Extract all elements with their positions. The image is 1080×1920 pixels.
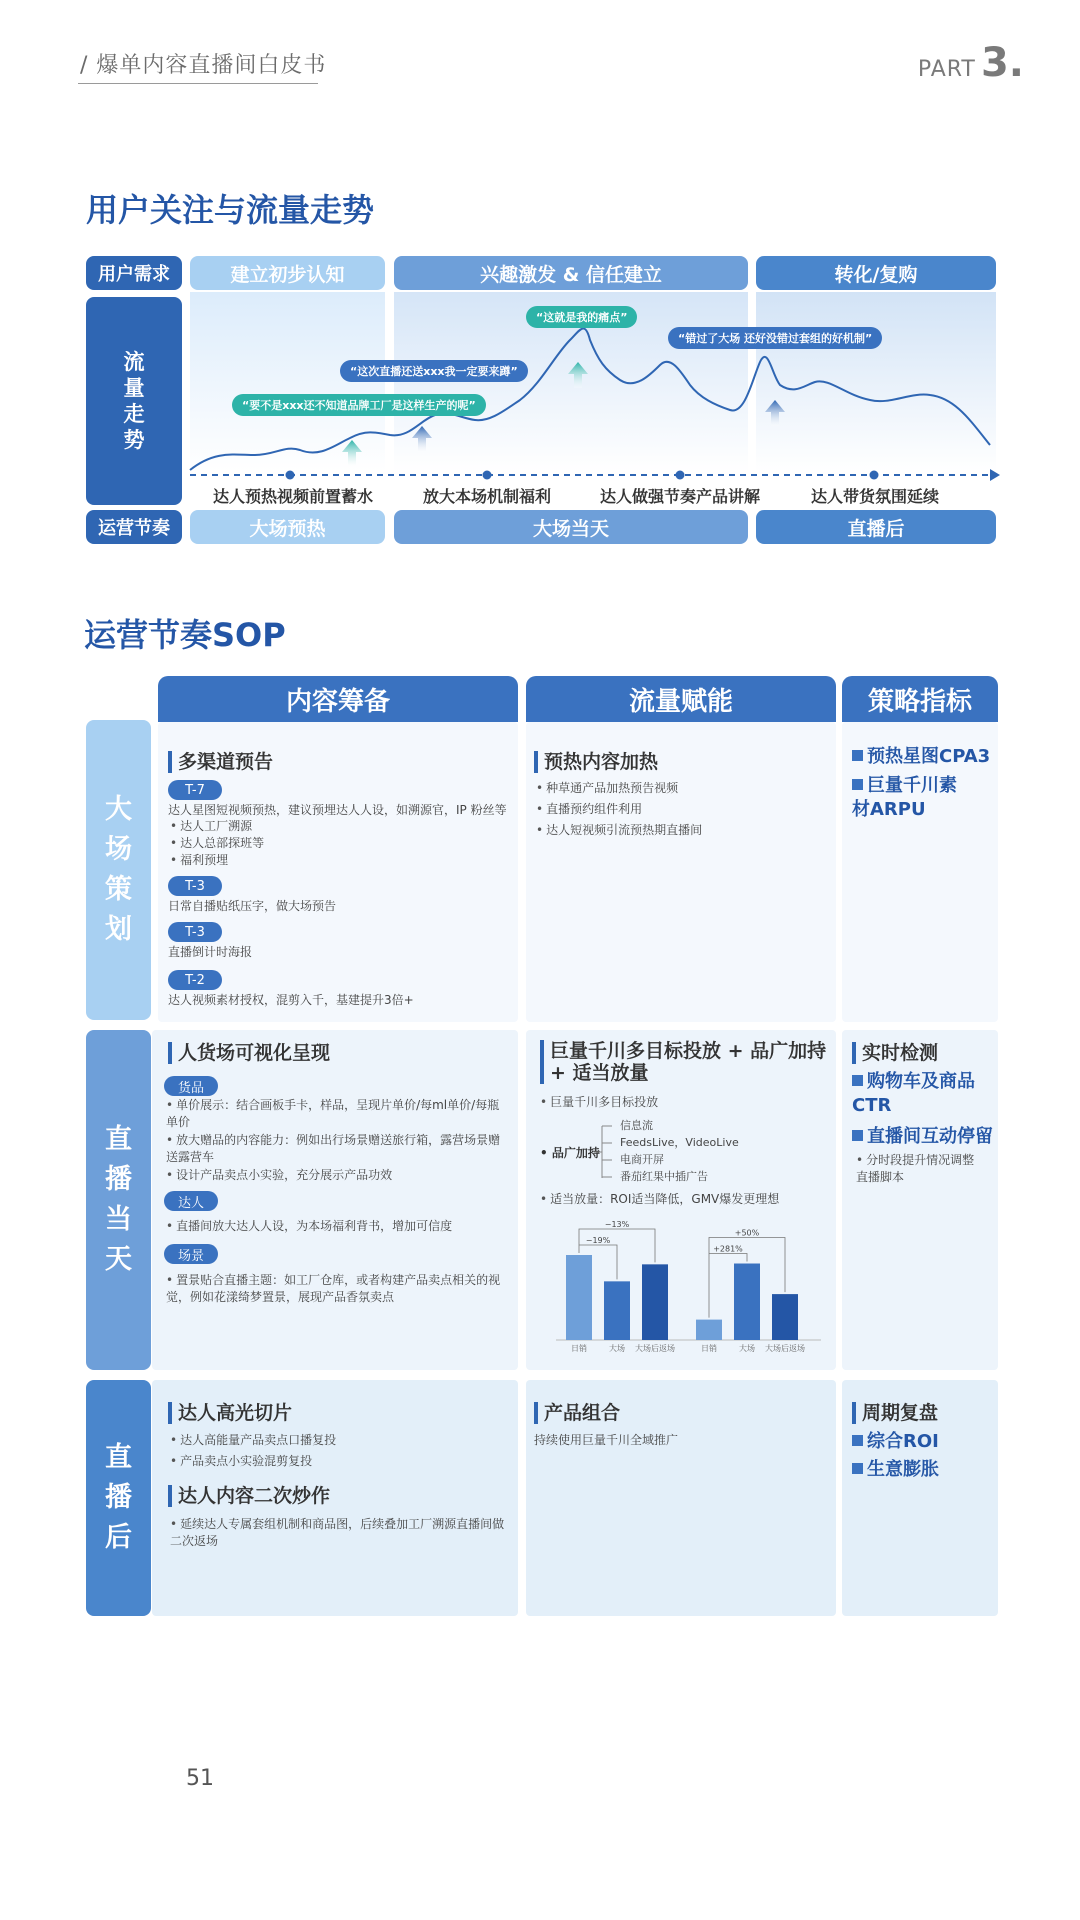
t7-bullet: • 福利预埋: [170, 852, 228, 869]
r2-metric-sub: • 分时段提升情况调整直播脚本: [856, 1152, 986, 1186]
chart-annotation: −19%: [585, 1236, 611, 1245]
r3-content-bullet: • 延续达人专属套组机制和商品图，后续叠加工厂溯源直播间做二次返场: [170, 1516, 510, 1550]
section-title-sop: 运营节奏SOP: [84, 616, 286, 654]
brand-item: 番茄红果中插广告: [620, 1170, 708, 1183]
brand-label: • 品广加持: [540, 1146, 600, 1160]
timeline-dot-2: [483, 471, 492, 480]
phase-interest-trust: 兴趣激发 & 信任建立: [394, 256, 748, 290]
part-word: PART: [917, 57, 976, 82]
col-head-content: 内容筹备: [158, 676, 518, 722]
brand-item: 电商开屏: [620, 1153, 664, 1166]
timeline-label-4: 达人带货氛围延续: [810, 487, 939, 506]
r3-content-title-2: 达人内容二次炒作: [168, 1485, 330, 1507]
rhythm-post-live: 直播后: [756, 510, 996, 544]
r3-traffic-text: 持续使用巨量千川全域推广: [534, 1433, 679, 1447]
chart-annotation: +281%: [713, 1244, 743, 1254]
timeline-label-1: 达人预热视频前置蓄水: [212, 487, 373, 506]
chart-bar: [772, 1294, 798, 1340]
r2-traffic-bullet: • 适当放量：ROI适当降低，GMV爆发更理想: [540, 1191, 779, 1208]
timeline-dot-4: [870, 471, 879, 480]
brand-item: 信息流: [620, 1119, 653, 1132]
scene-bullet: • 置景贴合直播主题：如工厂仓库，或者构建产品卖点相关的视觉，例如花漾绮梦置景，展现产品香氛卖点: [166, 1272, 506, 1306]
chart-tick-label: 大场后返场: [765, 1344, 805, 1353]
chart-tick-label: 大场: [739, 1344, 755, 1353]
r1-traffic-title: 预热内容加热: [534, 751, 658, 773]
timeline-arrowhead: [990, 469, 1000, 481]
row-label-rhythm: 运营节奏: [86, 510, 182, 544]
timeline-label-2: 放大本场机制福利: [422, 487, 551, 506]
tag-t3: T-3: [168, 922, 222, 942]
goods-bullet: • 设计产品卖点小实验，充分展示产品功效: [166, 1167, 506, 1184]
row-label-event-day: 直播当天: [86, 1030, 151, 1370]
chart-tick-label: 日销: [701, 1344, 717, 1353]
chart-bar: [734, 1264, 760, 1341]
bar-chart: [556, 1220, 826, 1360]
t3-text: 日常自播贴纸压字，做大场预告: [168, 899, 337, 913]
rhythm-event-day: 大场当天: [394, 510, 748, 544]
chart-tick-label: 大场后返场: [635, 1344, 675, 1353]
col-head-traffic: 流量赋能: [526, 676, 836, 722]
t7-text: 达人星图短视频预热，建议预埋达人人设，如溯源官，IP 粉丝等: [168, 803, 507, 817]
square-bullet-icon: [852, 1075, 863, 1086]
phase-awareness: 建立初步认知: [190, 256, 385, 290]
up-arrow-icon: [342, 440, 362, 466]
r2-traffic-title: 巨量千川多目标投放 + 品广加持 + 适当放量: [540, 1040, 835, 1084]
quote-bubble-2: “这次直播还送xxx我一定要来蹲”: [340, 360, 528, 382]
people-bullet: • 直播间放大达人人设，为本场福利背书，增加可信度: [166, 1218, 506, 1235]
r1-traffic-bullet: • 达人短视频引流预热期直播间: [536, 822, 702, 839]
r2-metric: 直播间互动停留: [852, 1125, 998, 1149]
chart-tick-label: 日销: [571, 1344, 587, 1353]
goods-bullet: • 放大赠品的内容能力：例如出行场景赠送旅行箱，露营场景赠送露营车: [166, 1132, 506, 1166]
quote-bubble-1: “要不是xxx还不知道品牌工厂是这样生产的呢”: [232, 394, 486, 416]
row-label-pre-event: 大场策划: [86, 720, 151, 1020]
chart-bar: [604, 1281, 630, 1340]
chart-bracket: [709, 1254, 747, 1262]
rhythm-pre-event: 大场预热: [190, 510, 385, 544]
tag-t7: T-7: [168, 780, 222, 800]
row-label-user-need: 用户需求: [86, 256, 182, 290]
tag-people: 达人: [164, 1191, 218, 1211]
r1-metric: 巨量千川素材ARPU: [852, 775, 957, 820]
r3-metric: 综合ROI: [852, 1430, 939, 1454]
up-arrow-icon: [765, 400, 785, 426]
r3-metric: 生意膨胀: [852, 1458, 939, 1482]
r3-traffic-title: 产品组合: [534, 1402, 620, 1424]
square-bullet-icon: [852, 1463, 863, 1474]
timeline-label-3: 达人做强节奏产品讲解: [599, 487, 760, 506]
chart-annotation: +50%: [734, 1228, 760, 1238]
square-bullet-icon: [852, 779, 863, 790]
t3-text: 直播倒计时海报: [168, 945, 253, 959]
r1-traffic-bullet: • 种草通产品加热预告视频: [536, 780, 678, 797]
chart-tick-label: 大场: [609, 1344, 625, 1353]
col-head-metrics: 策略指标: [842, 676, 998, 722]
section-title-trend: 用户关注与流量走势: [86, 191, 375, 229]
tag-t2: T-2: [168, 970, 222, 990]
r3-content-title-1: 达人高光切片: [168, 1402, 292, 1424]
r2-metrics-title: 实时检测: [852, 1042, 938, 1064]
tag-scene: 场景: [164, 1244, 218, 1264]
r3-content-bullet: • 达人高能量产品卖点口播复投: [170, 1432, 336, 1449]
up-arrow-icon: [412, 426, 432, 452]
r2-metric: 购物车及商品CTR: [852, 1071, 975, 1116]
t2-text: 达人视频素材授权，混剪入千，基建提升3倍+: [168, 993, 414, 1007]
r3-content-bullet: • 产品卖点小实验混剪复投: [170, 1453, 312, 1470]
t7-bullet: • 达人总部探班等: [170, 835, 264, 852]
square-bullet-icon: [852, 750, 863, 761]
row-label-post-live: 直播后: [86, 1380, 151, 1616]
chart-bar: [566, 1255, 592, 1340]
quote-bubble-4: “错过了大场 还好没错过套组的好机制”: [668, 327, 882, 349]
tag-t3: T-3: [168, 876, 222, 896]
up-arrow-icon: [568, 362, 588, 388]
square-bullet-icon: [852, 1435, 863, 1446]
r3-metrics-title: 周期复盘: [852, 1402, 938, 1424]
page-number: 51: [186, 1766, 214, 1791]
goods-bullet: • 单价展示：结合画板手卡，样品，呈现片单价/每ml单价/每瓶单价: [166, 1097, 506, 1131]
timeline-dot-3: [676, 471, 685, 480]
tag-goods: 货品: [164, 1076, 218, 1096]
row-label-traffic: 流量走势: [86, 297, 182, 505]
brand-item: FeedsLive，VideoLive: [620, 1136, 739, 1149]
r1-content-title: 多渠道预告: [168, 751, 273, 773]
timeline-dot-1: [286, 471, 295, 480]
traffic-trend-chart: [0, 0, 1080, 560]
r2-traffic-bullet: • 巨量千川多目标投放: [540, 1094, 658, 1111]
chart-bar: [696, 1320, 722, 1340]
square-bullet-icon: [852, 1130, 863, 1141]
chart-bar: [642, 1264, 668, 1340]
phase-conversion: 转化/复购: [756, 256, 996, 290]
part-number: 3.: [980, 40, 1024, 86]
document-title: / 爆单内容直播间白皮书: [80, 53, 327, 78]
r1-metric: 预热星图CPA3: [852, 745, 992, 769]
r2-content-title: 人货场可视化呈现: [168, 1042, 330, 1064]
t7-bullet: • 达人工厂溯源: [170, 818, 252, 835]
quote-bubble-3: “这就是我的痛点”: [526, 306, 637, 328]
r1-traffic-bullet: • 直播预约组件利用: [536, 801, 642, 818]
chart-annotation: −13%: [604, 1220, 630, 1229]
